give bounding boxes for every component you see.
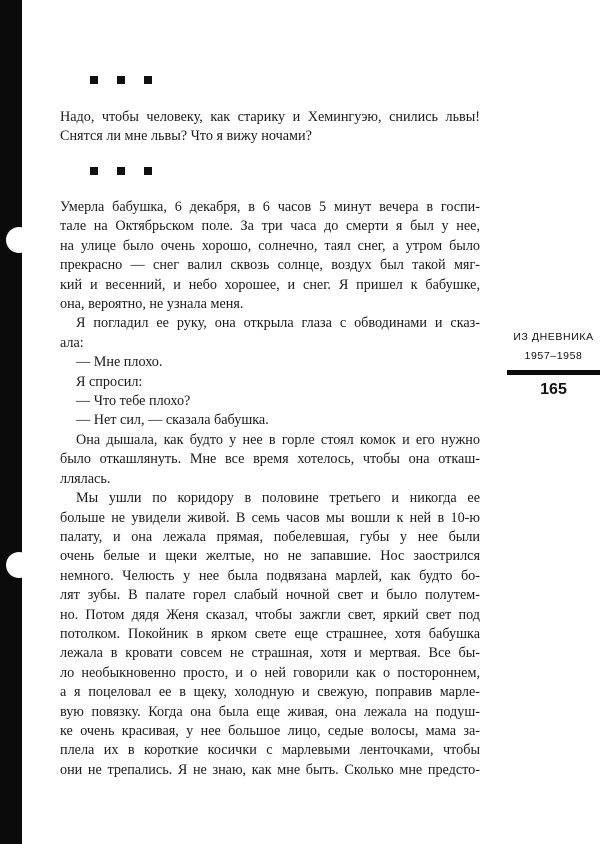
running-head-years: 1957–1958 [524,350,583,362]
separator-square [117,76,125,84]
separator-square [117,167,125,175]
text-line: лят зубы. В палате горел слабый ночной свет и было полутем- [60,587,480,604]
text-line: Я погладил ее руку, она открыла глаза с обводинами и сказ- [76,315,480,332]
text-line: палату, и она лежала прямая, побелевшая, губы у нее были [60,528,480,545]
text-line: вую повязку. Когда она была еще живая, она лежала на подуш- [60,703,480,720]
text-line: кий и весенний, и небо хорошее, и снег. Я пришел к бабушке, [60,276,480,293]
text-line: но. Потом дядя Женя сказал, чтобы зажгли свет, яркий свет под [60,606,480,623]
text-line: Мы ушли по коридору в половине третьего и никогда ее [76,490,480,507]
section-separator-bottom [90,167,152,177]
text-line: ло необыкновенно просто, и о ней говорили как о постороннем, [60,664,480,681]
text-line: она, вероятно, не узнала меня. [60,296,244,313]
separator-square [90,76,98,84]
section-separator-top [90,76,152,86]
text-line: — Мне плохо. [76,354,163,371]
text-line: немного. Челюсть у нее была подвязана марлей, как будто бо- [60,567,480,584]
separator-square [90,167,98,175]
text-line: лежала в кровати совсем не страшная, хотя и мертвая. Все бы- [60,645,480,662]
text-line: прекрасно — снег валил сквозь солнце, воздух был такой мяг- [60,257,480,274]
text-line: тале на Октябрьском поле. За три часа до смерти я был у нее, [60,218,480,235]
text-line: было откашлянуть. Мне все время хотелось, чтобы она откаш- [60,451,480,468]
page-binding-edge [0,0,22,844]
text-line: а я поцеловал ее в щеку, холодную и свежую, поправив марле- [60,684,480,701]
text-line: — Нет сил, — сказала бабушка. [76,412,269,429]
text-line: больше не увидели живой. В семь часов мы вошли к ней в 10-ю [60,509,480,526]
text-line: ала: [60,334,84,351]
text-line: на улице было очень хорошо, солнечно, таял снег, а утром было [60,237,480,254]
running-head-rule [507,370,600,375]
epigraph-line: Надо, чтобы человеку, как старику и Хемингуэю, снились львы! [60,109,480,125]
text-line: Я спросил: [76,373,143,390]
text-line: ке очень красивая, у нее большое лицо, седые волосы, мама за- [60,722,480,739]
text-line: Умерла бабушка, 6 декабря, в 6 часов 5 минут вечера в госпи- [60,199,480,215]
text-line: потолком. Покойник в ярком свете еще страшнее, хотя бабушка [60,625,480,642]
text-line: — Что тебе плохо? [76,393,191,410]
text-line: плела их в короткие косички с марлевыми ленточками, чтобы [60,742,480,759]
separator-square [144,76,152,84]
epigraph-paragraph [60,108,480,147]
epigraph-line: Снятся ли мне львы? Что я вижу ночами? [60,128,312,145]
page-number: 165 [540,381,567,398]
text-line: очень белые и щеки желтые, но не запавшие. Нос заострился [60,548,480,565]
punch-hole-top [6,227,32,253]
running-head-title: ИЗ ДНЕВНИКА [513,331,594,343]
punch-hole-bottom [6,552,32,578]
diary-entry-text [60,198,480,780]
text-line: они не трепались. Я не знаю, как мне быть. Сколько мне предсто- [60,761,480,778]
separator-square [144,167,152,175]
text-line: ллялась. [60,470,111,487]
text-line: Она дышала, как будто у нее в горле стоял комок и его нужно [76,431,480,448]
